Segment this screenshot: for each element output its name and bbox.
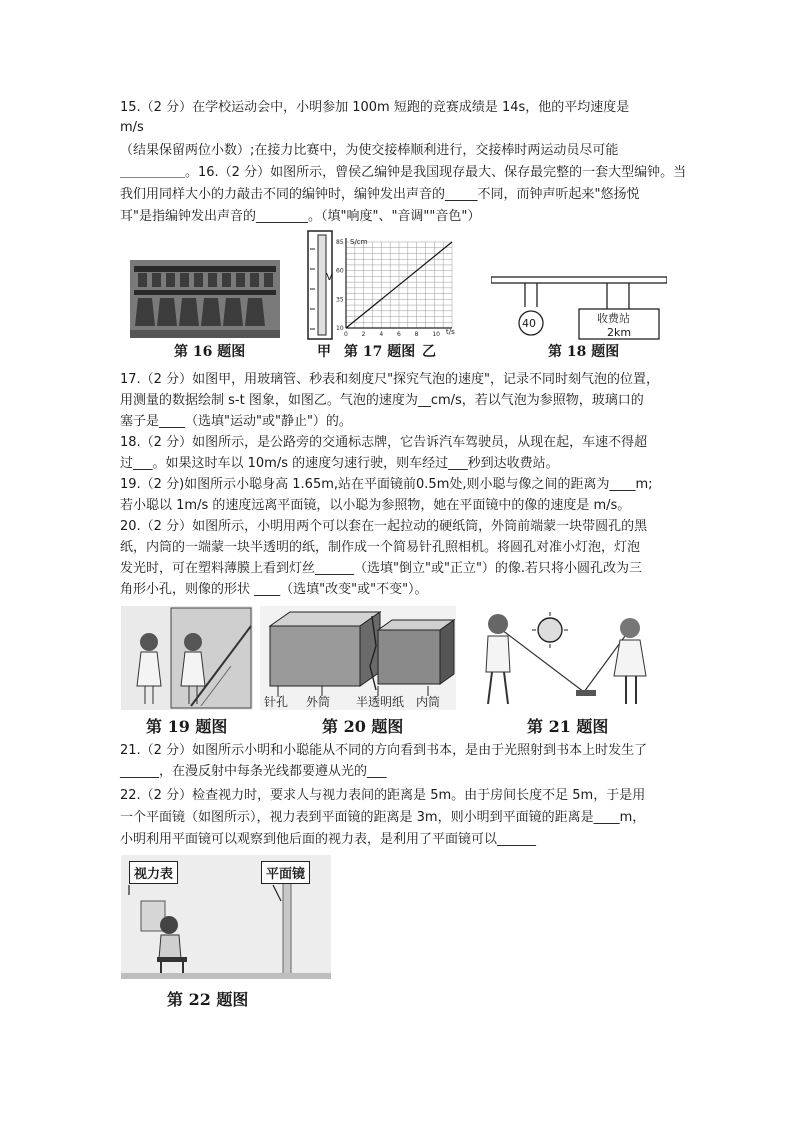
q21-line-1: 21.（2 分）如图所示小明和小聪能从不同的方向看到书本，是由于光照射到书本上时发生了 [120,743,648,758]
eye-chart-label: 视力表 [129,861,178,884]
x-tick-label: 6 [397,331,401,338]
q22-line-3: 小明利用平面镜可以观察到他后面的视力表，是利用了平面镜可以______ [120,832,537,847]
q20-line-4: 角形小孔，则像的形状 ____（选填"改变"或"不变"）。 [120,582,428,597]
q15-line-2: m/s [120,120,144,135]
q15-line-3: （结果保留两位小数）;在接力比赛中，为使交接棒顺利进行，交接棒时两运动员尽可能 [120,143,619,158]
graph-v-label: V [326,272,333,283]
label-translucent-paper: 半透明纸 [356,695,405,709]
q18-line-2: 过___。如果这时车以 10m/s 的速度匀速行驶，则车经过___秒到达收费站。 [120,456,559,471]
eye-test-image [121,855,331,979]
bianzhong-bells-image [130,260,280,338]
fig18-caption: 第 18 题图 [548,344,620,360]
y-axis-label: S/cm [350,238,368,246]
mirror-girl-image [121,606,253,710]
x-tick-label: 4 [379,331,384,338]
plane-mirror-label: 平面镜 [261,861,310,884]
q16-line-2: 我们用同样大小的力敲击不同的编钟时，编钟发出声音的_____不同，而钟声听起来"悠扬悦 [120,187,640,202]
fig19-caption: 第 19 题图 [146,717,228,736]
q15-line-1: 15.（2 分）在学校运动会中，小明参加 100m 短跑的竞赛成绩是 14s，他的平均速度是 [120,100,630,115]
q16-line-1: ＿＿＿＿＿。16.（2 分）如图所示，曾侯乙编钟是我国现存最大、保存最完整的一套大型编钟。当 [120,165,687,180]
fig21-caption: 第 21 题图 [527,717,609,736]
q20-line-2: 纸，内筒的一端蒙一块半透明的纸，制作成一个简易针孔照相机。将圆孔对准小灯泡，灯泡 [120,540,641,555]
road-sign-figure [491,275,667,341]
y-tick-label: 60 [336,267,344,275]
toll-station-label: 收费站 [597,312,630,325]
q19-line-2: 若小聪以 1m/s 的速度远离平面镜，以小聪为参照物，她在平面镜中的像的速度是 m/s。 [120,498,631,513]
speed-limit-value: 40 [522,317,536,330]
x-tick-label: 2 [361,331,366,338]
q20-line-1: 20.（2 分）如图所示，小明用两个可以套在一起拉动的硬纸筒，外筒前端蒙一块带圆孔的黑 [120,519,648,534]
q16-line-3: 耳"是指编钟发出声音的________。（填"响度"、"音调""音色"） [120,209,481,224]
q22-line-1: 22.（2 分）检查视力时，要求人与视力表间的距离是 5m。由于房间长度不足 5m，于是用 [120,788,646,803]
q20-line-3: 发光时，可在塑料薄膜上看到灯丝______（选填"倒立"或"正立"）的像.若只将小圆孔改为三 [120,561,643,576]
q21-line-2: ______，在漫反射中每条光线都要遵从光的___ [120,764,387,779]
y-tick-label: 35 [336,296,344,304]
q22-line-2: 一个平面镜（如图所示），视力表到平面镜的距离是 3m，则小明到平面镜的距离是____m， [120,810,646,825]
x-tick-label: 8 [414,331,419,338]
fig20-caption: 第 20 题图 [322,717,404,736]
label-inner-tube: 内筒 [416,695,441,709]
st-graph-svg [336,234,460,338]
q17-line-3: 塞子是____（选填"运动"或"静止"）的。 [120,414,352,429]
label-outer-tube: 外筒 [306,695,331,709]
q19-line-1: 19.（2 分)如图所示小聪身高 1.65m,站在平面镜前0.5m处,则小聪与像之间的距离为____m; [120,477,653,492]
label-pinhole: 针孔 [264,695,289,709]
fig17-caption: 第 17 题图 [344,344,416,360]
q17-line-2: 用测量的数据绘制 s-t 图象，如图乙。气泡的速度为__cm/s，若以气泡为参照物，玻璃口的 [120,393,644,408]
y-tick-label: 85 [336,239,344,246]
fig16-caption: 第 16 题图 [174,344,246,360]
diffuse-reflection-image [466,606,658,710]
fig22-caption: 第 22 题图 [167,990,249,1009]
fig17-label-b: 乙 [422,344,436,360]
x-tick-label: 0 [344,331,348,338]
pinhole-camera-image [260,606,456,710]
q17-line-1: 17.（2 分）如图甲，用玻璃管、秒表和刻度尺"探究气泡的速度"，记录不同时刻气泡的位置， [120,372,660,387]
st-graph [336,234,460,338]
fig17-label-a: 甲 [317,344,331,360]
q18-line-1: 18.（2 分）如图所示，是公路旁的交通标志牌，它告诉汽车驾驶员，从现在起，车速不得超 [120,435,648,450]
y-tick-label: 10 [336,325,344,332]
toll-distance-label: 2km [607,326,632,339]
x-axis-label: t/s [446,328,455,336]
x-tick-label: 10 [432,331,440,338]
